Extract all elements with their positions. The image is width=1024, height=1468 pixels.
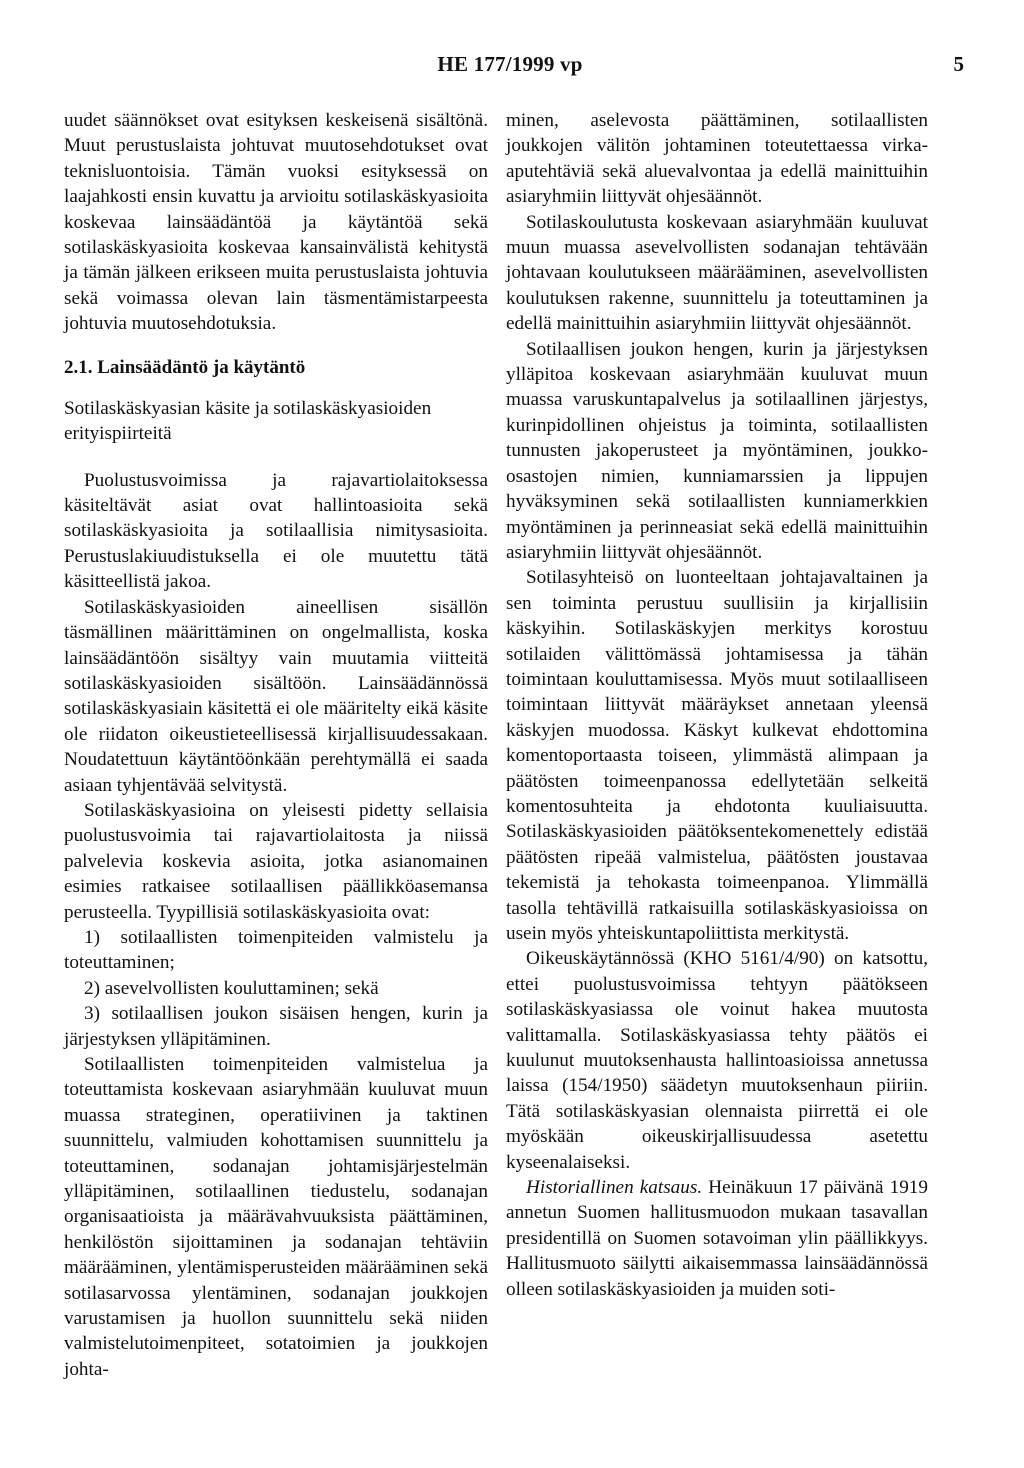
- italic-lead-in: Historiallinen katsaus.: [526, 1177, 703, 1199]
- subsection-heading: Sotilaskäskyasian käsite ja sotilaskäskyasioiden erityispiirteitä: [64, 397, 432, 444]
- paragraph: Sotilaallisten toimenpiteiden valmistelua ja toteuttamista koskevaan asiaryhmään kuuluvat muun muassa strateginen, operatiivinen ja taktinen suunnittelu, valmiuden kohottamisen suunnittelu ja toteuttaminen, sodanajan johtamisjärjestelmän ylläpitäminen, sotilaallinen tiedustelu, sodanajan organisaatioista ja määrävahvuuksista päättäminen, henkilöstön sijoittaminen ja sodanajan tehtäviin määrääminen, ylentämisperusteiden määrääminen sekä sotilasarvossa ylentäminen, sodanajan joukkojen varustamisen ja huollon suunnittelu sekä niiden valmistelutoimenpiteet, sotatoimien ja joukkojen johta-: [64, 1054, 488, 1380]
- paragraph-historical: [506, 1175, 928, 1302]
- paragraph-intro: uudet säännökset ovat esityksen keskeisenä sisältönä. Muut perustuslaista johtuvat muutosehdotukset ovat teknisluontoisia. Tämän vuoksi esityksessä on laajahkosti ensin kuvattu ja arvioitu sotilaskäskyasioita koskevaa lainsäädäntöä ja käytäntöä sekä sotilaskäskyasioita koskevaa kansainvälistä kehitystä ja tämän jälkeen erikseen muita perustuslaista johtuvia sekä voimassa olevan lain täsmentämistarpeesta johtuvia muutosehdotuksia.: [64, 110, 488, 335]
- left-column: [64, 108, 488, 1382]
- page-number: 5: [953, 52, 964, 76]
- list-item: 1) sotilaallisten toimenpiteiden valmistelu ja toteuttaminen;: [64, 926, 488, 974]
- document-number: HE 177/1999 vp: [437, 52, 583, 76]
- list-item: 2) asevelvollisten kouluttaminen; sekä: [84, 977, 379, 999]
- paragraph-text: Heinäkuun 17 päivänä 1919 annetun Suomen hallitusmuodon mukaan tasavallan presidentillä on Suomen sotavoiman ylin päällikkyys. Hallitusmuoto säilytti aikaisemmassa lainsäädännössä olleen sotilaskäskyasioiden ja muiden soti-: [506, 1177, 928, 1300]
- list-item: 3) sotilaallisen joukon sisäisen hengen, kurin ja järjestyksen ylläpitäminen.: [64, 1003, 488, 1050]
- paragraph: Oikeuskäytännössä (KHO 5161/4/90) on katsottu, ettei puolustusvoimissa tehtyyn päätökseen sotilaskäskyasiassa ole voinut hakea muutosta valittamalla. Sotilaskäskyasiassa tehty päätös ei kuulunut muutoksenhausta hallintoasioissa annetussa laissa (154/1950) säädetyn muutoksenhaun piiriin. Tätä sotilaskäskyasian olennaista piirrettä ei ole myöskään oikeuskirjallisuudessa asetettu kyseenalaiseksi.: [506, 948, 928, 1173]
- page-header: [60, 52, 964, 82]
- paragraph: Sotilaskäskyasioina on yleisesti pidetty sellaisia puolustusvoimia tai rajavartiolaitosta ja niissä palvelevia koskevia asioita, jotka asianomainen esimies ratkaisee sotilaallisen päällikköasemansa perusteella. Tyypillisiä sotilaskäskyasioita ovat:: [64, 799, 488, 923]
- paragraph-continuation: minen, aselevosta päättäminen, sotilaallisten joukkojen välitön johtaminen toteutettaessa virka-aputehtäviä sekä aluevalvontaa ja edellä mainittuihin asiaryhmiin liittyvät ohjesäännöt.: [506, 110, 928, 208]
- paragraph: Sotilaskoulutusta koskevaan asiaryhmään kuuluvat muun muassa asevelvollisten sodanajan tehtävään johtavaan koulutukseen määrääminen, asevelvollisten koulutuksen rakenne, suunnittelu ja toteuttaminen ja edellä mainittuihin asiaryhmiin liittyvät ohjesäännöt.: [506, 211, 928, 335]
- right-column: [506, 108, 928, 1302]
- paragraph: Sotilaallisen joukon hengen, kurin ja järjestyksen ylläpitoa koskevaan asiaryhmään kuuluvat muun muassa varuskuntapalvelus ja sotilaallinen järjestys, kurinpidollinen ohjeistus ja toiminta, sotilaallisten tunnusten jakoperusteet ja myöntäminen, joukko-osastojen nimien, kunniamarssien ja lippujen hyväksyminen sekä sotilaallisten kunniamerkkien myöntäminen ja perinneasiat sekä edellä mainittuihin asiaryhmiin liittyvät ohjesäännöt.: [506, 338, 928, 563]
- section-heading: 2.1. Lainsäädäntö ja käytäntö: [64, 356, 306, 378]
- paragraph: Sotilaskäskyasioiden aineellisen sisällön täsmällinen määrittäminen on ongelmallista, koska lainsäädäntöön sisältyy vain muutamia viitteitä sotilaskäskyasioiden sisältöön. Lainsäädännössä sotilaskäskyasiain käsitettä ei ole määritelty eikä käsite ole riidaton oikeustieteellisessä kirjallisuudessakaan. Noudatettuun käytäntöönkään perehtymällä ei saada asiaan tyhjentävää selvitystä.: [64, 596, 488, 796]
- paragraph: Puolustusvoimissa ja rajavartiolaitoksessa käsiteltävät asiat ovat hallintoasioita sekä sotilaskäskyasioita ja sotilaallisia nimitysasioita. Perustuslakiuudistuksella ei ole muutettu tätä käsitteellistä jakoa.: [64, 469, 488, 593]
- paragraph: Sotilasyhteisö on luonteeltaan johtajavaltainen ja sen toiminta perustuu suullisiin ja kirjallisiin käskyihin. Sotilaskäskyjen merkitys korostuu sotilaiden välittömässä johtamisessa ja tähän toimintaan kouluttamisessa. Myös muut sotilaalliseen toimintaan liittyvät määräykset annetaan yleensä käskyjen muodossa. Käskyt kulkevat ehdottomina komentoportaasta toiseen, ylimmästä alimpaan ja päätösten toimeenpanossa edellytetään selkeitä komentosuhteita ja ehdotonta kuuliaisuutta. Sotilaskäskyasioiden päätöksentekomenettely edistää päätösten ripeää valmistelua, päätösten joustavaa tekemistä ja tehokasta toimeenpanoa. Ylimmällä tasolla tehtävillä ratkaisuilla sotilaskäskyasioissa on usein myös yhteiskuntapoliittista merkitystä.: [506, 567, 928, 944]
